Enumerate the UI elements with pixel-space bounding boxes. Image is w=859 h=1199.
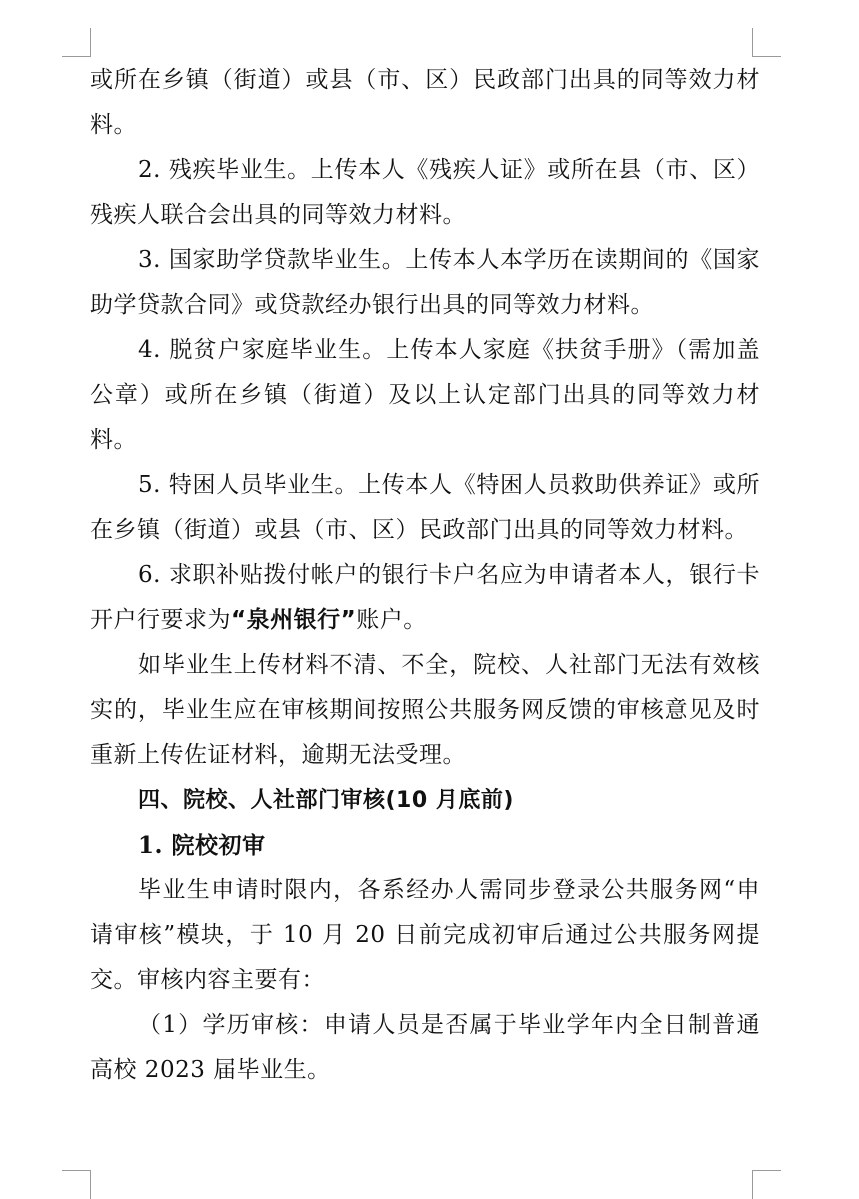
subsection-heading-initial-review: 1. 院校初审 (138, 832, 266, 859)
paragraph-initial-review-process: 毕业生申请时限内，各系经办人需同步登录公共服务网“申请审核”模块，于 10 月 20 日前完成初审后通过公共服务网提交。审核内容主要有： (90, 877, 760, 993)
paragraph-continuation: 或所在乡镇（街道）或县（市、区）民政部门出具的同等效力材料。 (90, 67, 760, 138)
page-corner-mark-top-left (62, 28, 91, 57)
paragraph-special-hardship-graduates: 5. 特困人员毕业生。上传本人《特困人员救助供养证》或所在乡镇（街道）或县（市、区）民政部门出具的同等效力材料。 (90, 472, 760, 543)
page-corner-mark-top-right (752, 28, 781, 57)
page-corner-mark-bottom-right (752, 1170, 781, 1199)
paragraph-disabled-graduates: 2. 残疾毕业生。上传本人《残疾人证》或所在县（市、区）残疾人联合会出具的同等效力材料。 (90, 157, 760, 228)
bank-account-suffix: 账户。 (356, 607, 427, 633)
section-heading-review: 四、院校、人社部门审核(10 月底前) (138, 788, 514, 813)
page-corner-mark-bottom-left (62, 1170, 91, 1199)
bank-name-emphasis: “泉州银行” (231, 607, 357, 633)
bank-account-text: 6. 求职补贴拨付帐户的银行卡户名应为申请者本人，银行卡开户行要求为 (90, 562, 760, 633)
paragraph-resubmission-notice: 如毕业生上传材料不清、不全，院校、人社部门无法有效核实的，毕业生应在审核期间按照公共服务网反馈的审核意见及时重新上传佐证材料，逾期无法受理。 (90, 652, 760, 768)
document-body (90, 58, 760, 1093)
paragraph-poverty-relief-graduates: 4. 脱贫户家庭毕业生。上传本人家庭《扶贫手册》（需加盖公章）或所在乡镇（街道）及以上认定部门出具的同等效力材料。 (90, 337, 760, 453)
paragraph-bank-account (90, 553, 760, 643)
paragraph-student-loan-graduates: 3. 国家助学贷款毕业生。上传本人本学历在读期间的《国家助学贷款合同》或贷款经办银行出具的同等效力材料。 (90, 247, 760, 318)
paragraph-education-review: （1）学历审核：申请人员是否属于毕业学年内全日制普通高校 2023 届毕业生。 (90, 1012, 760, 1083)
